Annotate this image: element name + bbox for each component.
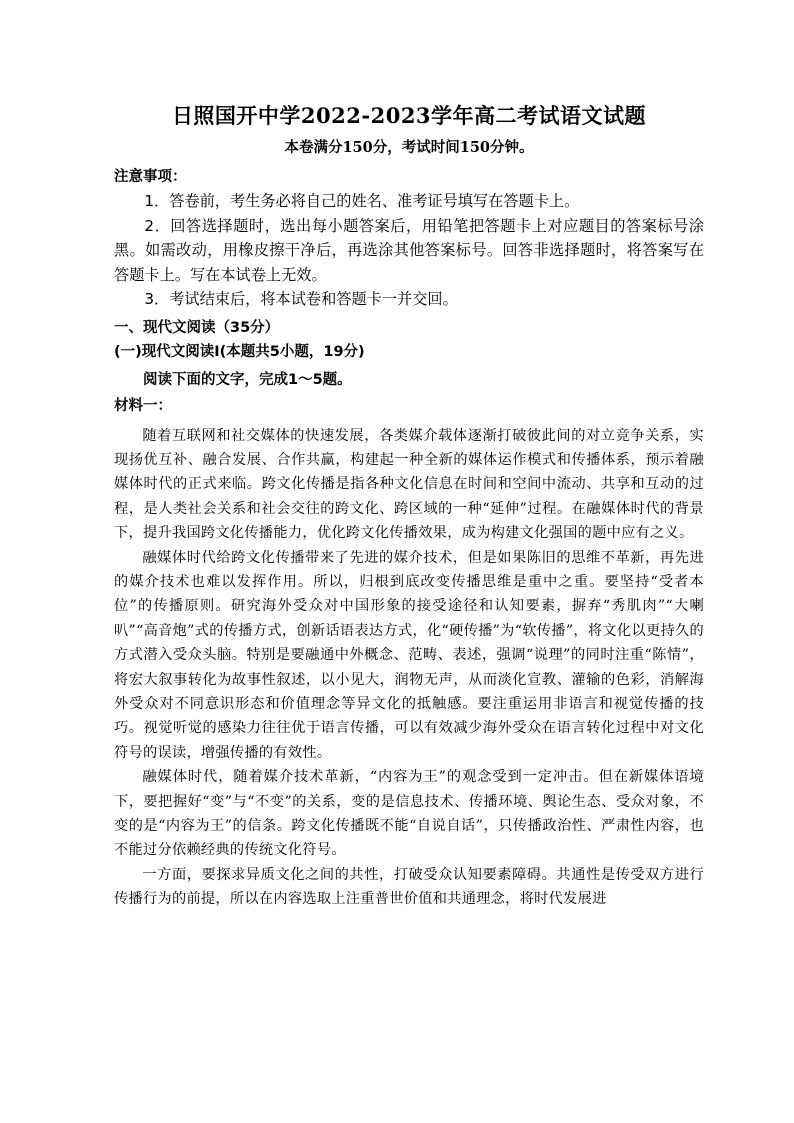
material-one-text bbox=[114, 424, 704, 912]
reading-instruction: 阅读下面的文字，完成1～5题。 bbox=[143, 371, 352, 388]
paragraph: 一方面，要探求异质文化之间的共性，打破受众认知要素障碍。共通性是传受双方进行传播行为的前提，所以在内容选取上注重普世价值和共通理念，将时代发展进 bbox=[114, 866, 704, 908]
material-label: 材料一： bbox=[114, 397, 172, 414]
exam-subtitle: 本卷满分150分，考试时间150分钟。 bbox=[284, 139, 534, 156]
paragraph: 融媒体时代，随着媒介技术革新，“内容为王”的观念受到一定冲击。但在新媒体语境下，要把握好“变”与“不变”的关系，变的是信息技术、传播环境、舆论生态、受众对象，不变的是“内容为王”的信条。跨文化传播既不能“自说自话”，只传播政治性、严肃性内容，也不能过分依赖经典的传统文化符号。 bbox=[114, 769, 704, 859]
paragraph: 融媒体时代给跨文化传播带来了先进的媒介技术，但是如果陈旧的思维不革新，再先进的媒介技术也难以发挥作用。所以，归根到底改变传播思维是重中之重。要坚持“受者本位”的传播原则。研究海外受众对中国形象的接受途径和认知要素，摒弃“秀肌肉”“大喇叭”“高音炮”式的传播方式，创新话语表达方式，化“硬传播”为“软传播”，将文化以更持久的方式潜入受众头脑。特别是要融通中外概念、范畴、表述，强调“说理”的同时注重“陈情”，将宏大叙事转化为故事性叙述，以小见大，润物无声，从而淡化宣教、灌输的色彩，消解海外受众对不同意识形态和价值理念等异文化的抵触感。要注重运用非语言和视觉传播的技巧。视觉听觉的感染力往往优于语言传播，可以有效减少海外受众在语言转化过程中对文化符号的误读，增强传播的有效性。 bbox=[114, 549, 704, 761]
notice-item-1: 1．答卷前，考生务必将自己的姓名、准考证号填写在答题卡上。 bbox=[144, 192, 580, 210]
notice-block bbox=[114, 165, 704, 312]
notice-heading: 注意事项： bbox=[114, 169, 187, 185]
section-heading: 一、现代文阅读（35分） bbox=[114, 319, 280, 336]
paragraph: 随着互联网和社交媒体的快速发展，各类媒介载体逐渐打破彼此间的对立竞争关系，实现扬优互补、融合发展、合作共赢，构建起一种全新的媒体运作模式和传播体系，预示着融媒体时代的正式来临。跨文化传播是指各种文化信息在时间和空间中流动、共享和互动的过程，是人类社会关系和社会交往的跨文化、跨区域的一种“延伸”过程。在融媒体时代的背景下，提升我国跨文化传播能力，优化跨文化传播效果，成为构建文化强国的题中应有之义。 bbox=[114, 427, 704, 542]
section-subheading: (一)现代文阅读Ⅰ(本题共5小题，19分) bbox=[114, 343, 365, 360]
notice-item-3: 3．考试结束后，将本试卷和答题卡一并交回。 bbox=[144, 290, 458, 308]
exam-title: 日照国开中学2022-2023学年高二考试语文试题 bbox=[171, 103, 647, 128]
section-modern-reading bbox=[114, 316, 704, 418]
notice-item-2: 2．回答选择题时，选出每小题答案后，用铅笔把答题卡上对应题目的答案标号涂黑。如需改动，用橡皮擦干净后，再选涂其他答案标号。回答非选择题时，将答案写在答题卡上。写在本试卷上无效。 bbox=[114, 216, 704, 284]
